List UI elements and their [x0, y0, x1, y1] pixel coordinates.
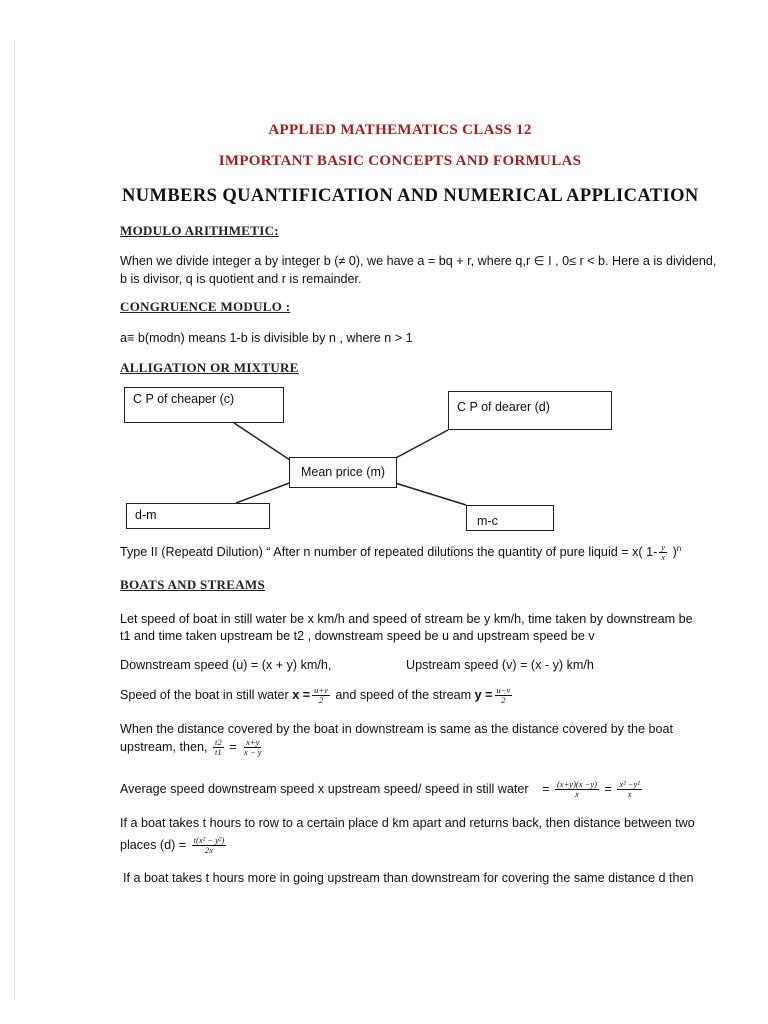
still-water-text: Speed of the boat in still water — [120, 688, 293, 702]
boats-heading: BOATS AND STREAMS — [120, 577, 266, 592]
still-water-num: u+v — [314, 685, 328, 696]
stream-num: u−v — [496, 685, 511, 696]
speed-ratio-den: x − y — [244, 747, 262, 758]
modulo-line-2: b is divisor, q is quotient and r is remainder. — [120, 272, 362, 286]
extra-time-line: If a boat takes t hours more in going upstream than downstream for covering the same distance d then — [123, 871, 694, 885]
stream-den: 2 — [501, 695, 506, 706]
modulo-line-1: When we divide integer a by integer b (≠ 0), we have a = bq + r, where q,r ∈ I , 0≤ r < b. Here a is dividend, — [120, 254, 717, 268]
alligation-heading: ALLIGATION OR MIXTURE — [120, 360, 299, 375]
round-trip-fraction — [192, 836, 227, 855]
average-equals-1: = — [542, 782, 550, 796]
box-mean-price: Mean price (m) — [289, 457, 397, 488]
chapter-title: NUMBERS QUANTIFICATION AND NUMERICAL APPLICATION — [122, 186, 699, 206]
doc-subtitle: IMPORTANT BASIC CONCEPTS AND FORMULAS — [218, 153, 582, 169]
dilution-den: x — [661, 552, 666, 563]
still-water-var: x = — [292, 688, 311, 702]
distance-equals: = — [229, 740, 237, 754]
boats-intro-2: t1 and time taken upstream be t2 , downstream speed be u and upstream speed be v — [120, 629, 595, 643]
stream-var: y = — [474, 688, 493, 702]
speed-ratio-num: x+y — [246, 737, 260, 748]
boats-intro-1: Let speed of boat in still water be x km/h and speed of stream be y km/h, time taken by downstream be — [120, 612, 693, 626]
round-trip-line-1: If a boat takes t hours to row to a certain place d km apart and returns back, then distance between two — [120, 816, 695, 830]
average-speed-line — [120, 780, 644, 799]
connector-dearer — [392, 430, 448, 460]
congruence-line: a≡ b(modn) means 1-b is divisible by n , where n > 1 — [120, 331, 413, 345]
box-d-minus-m: d-m — [126, 503, 270, 529]
distance-line-2 — [120, 738, 266, 757]
still-water-fraction — [312, 686, 330, 705]
box-dearer-price: C P of dearer (d) — [448, 391, 612, 430]
round-trip-text: places (d) = — [120, 838, 187, 852]
speed-ratio-fraction — [242, 738, 264, 757]
connector-cheaper — [234, 423, 290, 460]
average-den-1: x — [575, 789, 579, 800]
average-num-2: x² −y² — [619, 779, 640, 790]
average-num-1: (x+y)(x −y) — [556, 779, 597, 790]
doc-title: APPLIED MATHEMATICS CLASS 12 — [268, 122, 532, 138]
average-speed-text: Average speed downstream speed x upstream speed/ speed in still water — [120, 782, 529, 796]
upstream-speed: Upstream speed (v) = (x - y) km/h — [406, 658, 594, 672]
stream-text: and speed of the stream — [331, 688, 475, 702]
repeated-dilution-line — [120, 540, 681, 562]
dilution-num: y — [661, 542, 666, 553]
downstream-speed: Downstream speed (u) = (x + y) km/h, — [120, 658, 332, 672]
time-ratio-num: t2 — [215, 737, 222, 748]
modulo-heading: MODULO ARITHMETIC: — [120, 223, 279, 238]
average-fraction-2 — [617, 780, 642, 799]
round-trip-line-2 — [120, 836, 228, 855]
congruence-heading: CONGRUENCE MODULO : — [120, 299, 291, 314]
time-ratio-fraction — [213, 738, 224, 757]
stream-fraction — [495, 686, 513, 705]
dilution-text: Type II (Repeatd Dilution) “ After n number of repeated dilutions the quantity of pure liquid = x( 1- — [120, 545, 658, 560]
dilution-fraction — [659, 543, 667, 562]
dilution-power: n — [676, 544, 682, 553]
average-fraction-1 — [555, 780, 599, 799]
distance-line-1: When the distance covered by the boat in downstream is same as the distance covered by the boat — [120, 722, 674, 736]
dilution-close: ) — [669, 545, 677, 560]
average-den-2: x — [627, 789, 632, 800]
round-trip-num: t(x² − y²) — [193, 835, 225, 846]
connector-dm — [236, 482, 292, 503]
box-cheaper-price: C P of cheaper (c) — [124, 387, 284, 423]
box-m-minus-c: m-c — [466, 505, 554, 531]
connector-mc — [392, 482, 466, 505]
round-trip-den: 2x — [204, 845, 213, 856]
average-equals-2: = — [604, 782, 612, 796]
distance-text: upstream, then, — [120, 740, 208, 754]
still-water-line — [120, 686, 514, 705]
still-water-den: 2 — [318, 695, 324, 706]
time-ratio-den: t1 — [215, 747, 222, 758]
